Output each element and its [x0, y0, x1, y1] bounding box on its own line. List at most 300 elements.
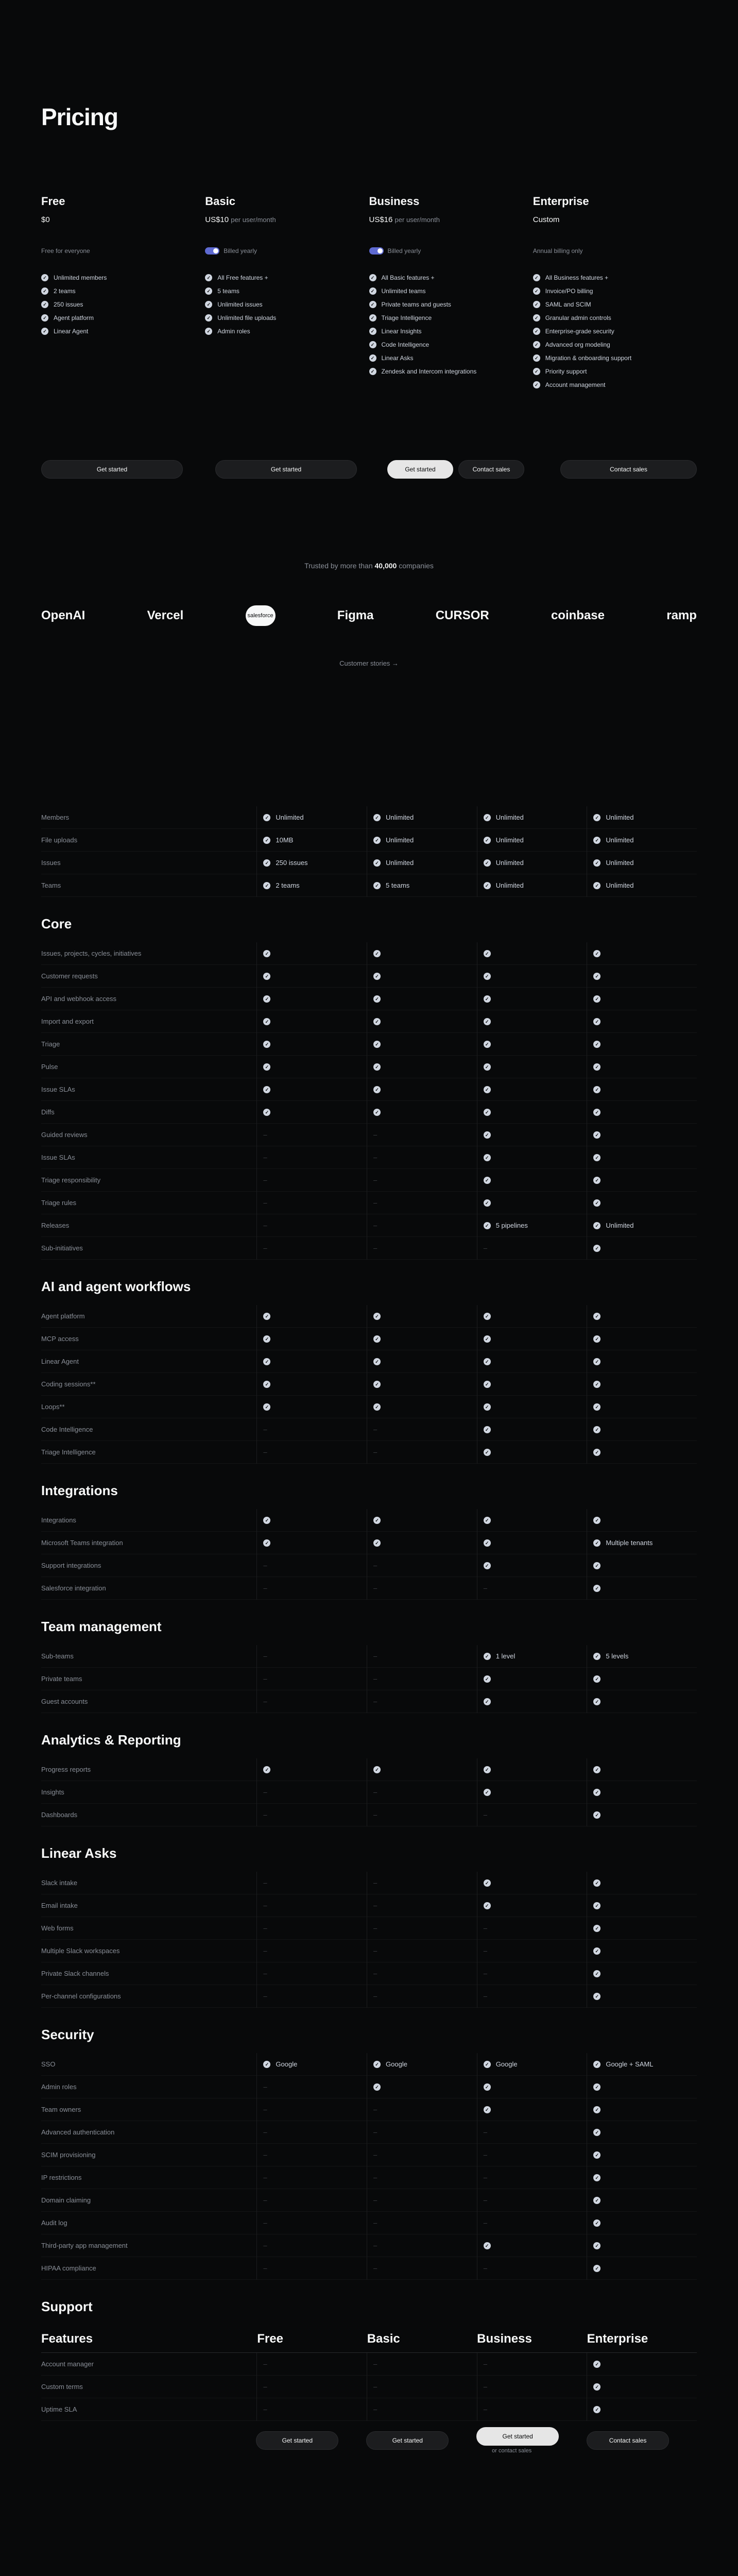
check-icon: ✓ [205, 314, 212, 321]
cell-value: Unlimited [495, 859, 524, 867]
row-label: Members [41, 814, 70, 821]
plan-note [205, 246, 356, 256]
cta-cell [587, 2431, 697, 2450]
table-cell [367, 1010, 477, 1033]
check-icon: ✓ [593, 1154, 600, 1161]
check-icon: ✓ [484, 1154, 491, 1161]
cell-value: Unlimited [386, 859, 414, 867]
plan-feature [369, 298, 521, 311]
table-cell [367, 1577, 477, 1600]
plan-feature [41, 311, 193, 325]
table-cell [587, 1010, 697, 1033]
dash-icon: – [373, 1811, 377, 1819]
check-icon: ✓ [484, 1041, 491, 1048]
table-row [41, 2144, 697, 2166]
cell-value: Google [276, 2060, 298, 2068]
table-cell [256, 1917, 367, 1940]
cell-value: Google + SAML [606, 2060, 654, 2068]
dash-icon: – [483, 1584, 487, 1592]
dash-icon: – [263, 1584, 267, 1592]
row-label: Triage Intelligence [41, 1448, 96, 1456]
check-icon: ✓ [593, 837, 600, 844]
table-cell [587, 1985, 697, 2008]
table-cell [256, 1373, 367, 1396]
table-cell [587, 1078, 697, 1101]
check-icon: ✓ [484, 1222, 491, 1229]
table-cell [367, 1917, 477, 1940]
check-icon: ✓ [533, 274, 540, 281]
table-cell [367, 1985, 477, 2008]
check-icon: ✓ [484, 2106, 491, 2113]
dash-icon: – [483, 2151, 487, 2159]
check-icon: ✓ [593, 1041, 600, 1048]
cell-value: 10MB [276, 836, 294, 844]
check-icon: ✓ [593, 2197, 600, 2204]
plan-note [533, 246, 684, 256]
row-label: Domain claiming [41, 2196, 91, 2204]
table-row [41, 1124, 697, 1146]
table-cell [477, 2353, 587, 2376]
table-cell [367, 1441, 477, 1464]
table-cell [587, 1509, 697, 1532]
table-cell [587, 1940, 697, 1962]
row-label: SSO [41, 2060, 56, 2068]
business-contact-sales-button[interactable]: Contact sales [458, 460, 524, 479]
trusted-by: Trusted by more than 40,000 companies [304, 562, 434, 570]
check-icon: ✓ [484, 1675, 491, 1683]
check-icon: ✓ [373, 1086, 381, 1093]
table-cell [587, 988, 697, 1010]
dash-icon: – [373, 1448, 377, 1456]
table-cell [256, 1146, 367, 1169]
check-icon: ✓ [484, 1313, 491, 1320]
table-row [41, 2121, 697, 2144]
check-icon: ✓ [484, 1381, 491, 1388]
table-cell [587, 2189, 697, 2212]
feature-label: Migration & onboarding support [545, 354, 632, 362]
table-cell [587, 1577, 697, 1600]
table-cell [256, 1124, 367, 1146]
table-cell [477, 1373, 587, 1396]
note-text: Free for everyone [41, 247, 90, 255]
price-sub: per user/month [231, 216, 276, 224]
check-icon: ✓ [484, 2083, 491, 2091]
check-icon: ✓ [373, 859, 381, 867]
check-icon: ✓ [369, 368, 376, 375]
cta-cell [476, 2427, 587, 2454]
cell-value: Unlimited [386, 836, 414, 844]
table-cell [367, 1962, 477, 1985]
table-row [41, 2234, 697, 2257]
dash-icon: – [373, 1222, 377, 1229]
dash-icon: – [483, 2360, 487, 2368]
plan-feature [369, 338, 521, 351]
dash-icon: – [483, 2174, 487, 2181]
dash-icon: – [373, 1879, 377, 1887]
bottom-cta-button[interactable]: Get started [366, 2431, 449, 2450]
check-icon: ✓ [593, 2106, 600, 2113]
dash-icon: – [373, 1675, 377, 1683]
row-label: Email intake [41, 1902, 78, 1909]
check-icon: ✓ [369, 341, 376, 348]
row-label: Releases [41, 1222, 70, 1229]
table-row [41, 1554, 697, 1577]
check-icon: ✓ [593, 1585, 600, 1592]
check-icon: ✓ [533, 328, 540, 335]
table-cell [256, 1940, 367, 1962]
table-row [41, 1758, 697, 1781]
check-icon: ✓ [593, 859, 600, 867]
bottom-cta-button[interactable]: Get started [476, 2427, 559, 2446]
dash-icon: – [483, 1924, 487, 1932]
check-icon: ✓ [263, 1381, 270, 1388]
table-cell [477, 1577, 587, 1600]
table-cell [367, 1509, 477, 1532]
check-icon: ✓ [593, 1562, 600, 1569]
plan-feature [205, 298, 356, 311]
table-cell [477, 2234, 587, 2257]
section-title: Team management [41, 1619, 162, 1634]
row-label: Support integrations [41, 1562, 101, 1569]
check-icon: ✓ [373, 1313, 381, 1320]
table-cell [367, 988, 477, 1010]
note-text: Billed yearly [387, 247, 421, 255]
check-icon: ✓ [263, 1018, 270, 1025]
check-icon: ✓ [484, 1879, 491, 1887]
dash-icon: – [263, 1675, 267, 1683]
check-icon: ✓ [373, 1517, 381, 1524]
dash-icon: – [263, 2174, 267, 2181]
table-row [41, 1237, 697, 1260]
dash-icon: – [263, 2128, 267, 2136]
cell-value: Unlimited [495, 882, 524, 889]
table-cell [367, 2212, 477, 2234]
check-icon: ✓ [41, 301, 48, 308]
table-row [41, 1373, 697, 1396]
row-label: Account manager [41, 2360, 94, 2368]
check-icon: ✓ [593, 1335, 600, 1343]
row-label: Diffs [41, 1108, 55, 1116]
dash-icon: – [263, 1222, 267, 1229]
check-icon: ✓ [205, 328, 212, 335]
table-row [41, 2053, 697, 2076]
table-row [41, 2353, 697, 2376]
check-icon: ✓ [373, 837, 381, 844]
check-icon: ✓ [593, 1381, 600, 1388]
section-title: Linear Asks [41, 1845, 117, 1861]
table-cell [256, 874, 367, 897]
table-row [41, 1396, 697, 1418]
check-icon: ✓ [484, 2061, 491, 2068]
table-cell [477, 1668, 587, 1690]
table-cell [587, 1033, 697, 1056]
enterprise-contact-sales-button[interactable]: Contact sales [560, 460, 697, 479]
table-cell [367, 1690, 477, 1713]
table-cell [587, 2098, 697, 2121]
dash-icon: – [373, 1902, 377, 1909]
dash-icon: – [483, 2196, 487, 2204]
table-cell [256, 1305, 367, 1328]
check-icon: ✓ [593, 1177, 600, 1184]
dash-icon: – [263, 1902, 267, 1909]
table-row [41, 874, 697, 897]
check-icon: ✓ [593, 2383, 600, 2391]
table-cell [587, 1758, 697, 1781]
check-icon: ✓ [593, 2406, 600, 2413]
dash-icon: – [483, 1947, 487, 1955]
check-icon: ✓ [263, 837, 270, 844]
dash-icon: – [263, 1131, 267, 1139]
check-icon: ✓ [593, 1993, 600, 2000]
section-title: Security [41, 2027, 94, 2042]
dash-icon: – [263, 1562, 267, 1569]
check-icon: ✓ [484, 1131, 491, 1139]
table-cell [367, 1169, 477, 1192]
table-cell [587, 1690, 697, 1713]
cell-value: Unlimited [606, 859, 634, 867]
plan-feature [533, 351, 684, 365]
dash-icon: – [263, 2242, 267, 2249]
table-cell [256, 1237, 367, 1260]
table-cell [587, 2353, 697, 2376]
check-icon: ✓ [263, 1063, 270, 1071]
row-label: Private Slack channels [41, 1970, 109, 1977]
table-row [41, 2189, 697, 2212]
row-label: Code Intelligence [41, 1426, 93, 1433]
cell-value: 5 teams [386, 882, 410, 889]
dash-icon: – [483, 2264, 487, 2272]
table-cell [477, 1532, 587, 1554]
table-cell [587, 852, 697, 874]
plan-card-business [369, 195, 533, 392]
ramp-logo: ramp [666, 608, 697, 622]
table-row [41, 1169, 697, 1192]
table-cell [587, 1214, 697, 1237]
plan-price [205, 215, 356, 225]
feature-label: All Business features + [545, 274, 609, 281]
dash-icon: – [373, 1199, 377, 1207]
check-icon: ✓ [484, 814, 491, 821]
table-cell [256, 2398, 367, 2421]
check-icon: ✓ [593, 2265, 600, 2272]
check-icon: ✓ [533, 301, 540, 308]
plan-price [533, 215, 684, 225]
table-cell [256, 2076, 367, 2098]
row-label: Progress reports [41, 1766, 91, 1773]
row-label: Guided reviews [41, 1131, 88, 1139]
table-cell [256, 806, 367, 829]
billing-toggle[interactable] [205, 247, 219, 255]
check-icon: ✓ [484, 1426, 491, 1433]
table-cell [256, 1645, 367, 1668]
table-cell [477, 1033, 587, 1056]
table-cell [367, 1237, 477, 1260]
check-icon: ✓ [593, 1539, 600, 1547]
table-cell [477, 965, 587, 988]
feature-label: Linear Asks [381, 354, 414, 362]
table-cell [256, 829, 367, 852]
bottom-cta-button[interactable]: Contact sales [587, 2431, 669, 2450]
table-cell [587, 1418, 697, 1441]
check-icon: ✓ [373, 814, 381, 821]
check-icon: ✓ [373, 995, 381, 1003]
check-icon: ✓ [205, 287, 212, 295]
table-cell [587, 1328, 697, 1350]
feature-label: Unlimited members [54, 274, 107, 281]
check-icon: ✓ [484, 1018, 491, 1025]
table-cell [256, 2234, 367, 2257]
feature-label: Admin roles [217, 328, 250, 335]
check-icon: ✓ [205, 301, 212, 308]
table-cell [256, 1010, 367, 1033]
check-icon: ✓ [369, 287, 376, 295]
note-text: Billed yearly [224, 247, 257, 255]
row-label: Slack intake [41, 1879, 78, 1887]
table-cell [367, 1101, 477, 1124]
table-cell [587, 806, 697, 829]
row-label: Dashboards [41, 1811, 78, 1819]
customer-stories-link[interactable]: Customer stories → [339, 659, 399, 667]
feature-label: Account management [545, 381, 606, 388]
section-title: Analytics & Reporting [41, 1732, 181, 1748]
table-cell [477, 2257, 587, 2280]
feature-label: Linear Insights [381, 328, 422, 335]
table-cell [477, 2376, 587, 2398]
table-cell [256, 1872, 367, 1894]
cell-value: Unlimited [386, 814, 414, 821]
check-icon: ✓ [373, 1041, 381, 1048]
check-icon: ✓ [593, 1698, 600, 1705]
table-cell [477, 1645, 587, 1668]
table-cell [587, 1169, 697, 1192]
bottom-cta-button[interactable]: Get started [256, 2431, 338, 2450]
row-label: HIPAA compliance [41, 2264, 96, 2272]
salesforce-logo: salesforce [246, 605, 276, 626]
row-label: Uptime SLA [41, 2405, 77, 2413]
table-cell [256, 1758, 367, 1781]
table-cell [477, 1985, 587, 2008]
plan-feature [533, 271, 684, 284]
check-icon: ✓ [373, 950, 381, 957]
table-cell [587, 1441, 697, 1464]
table-cell [587, 1237, 697, 1260]
plan-feature [205, 284, 356, 298]
table-cell [587, 1056, 697, 1078]
check-icon: ✓ [533, 341, 540, 348]
check-icon: ✓ [593, 2129, 600, 2136]
check-icon: ✓ [593, 1358, 600, 1365]
dash-icon: – [373, 1131, 377, 1139]
row-label: Private teams [41, 1675, 82, 1683]
table-cell [587, 829, 697, 852]
table-cell [367, 806, 477, 829]
row-label: Insights [41, 1788, 64, 1796]
dash-icon: – [373, 2405, 377, 2413]
table-cell [477, 2121, 587, 2144]
cell-value: Google [386, 2060, 407, 2068]
table-cell [477, 1917, 587, 1940]
table-cell [367, 2234, 477, 2257]
table-cell [367, 1396, 477, 1418]
table-cell [477, 1781, 587, 1804]
dash-icon: – [373, 1176, 377, 1184]
billing-toggle[interactable] [369, 247, 384, 255]
table-cell [256, 1804, 367, 1826]
table-cell [587, 1192, 697, 1214]
features-label: Features [41, 2331, 93, 2346]
table-cell [587, 1872, 697, 1894]
table-cell [256, 1418, 367, 1441]
basic-get-started-button[interactable]: Get started [215, 460, 357, 479]
check-icon: ✓ [205, 274, 212, 281]
business-get-started-button[interactable]: Get started [387, 460, 453, 479]
table-row [41, 2212, 697, 2234]
table-row [41, 1418, 697, 1441]
table-cell [256, 1781, 367, 1804]
table-cell [587, 2234, 697, 2257]
table-cell [256, 1056, 367, 1078]
row-label: Pulse [41, 1063, 58, 1071]
table-cell [477, 1962, 587, 1985]
plan-feature [205, 271, 356, 284]
dash-icon: – [483, 2128, 487, 2136]
table-row [41, 1804, 697, 1826]
table-cell [477, 829, 587, 852]
table-cell [256, 1985, 367, 2008]
table-row [41, 2376, 697, 2398]
check-icon: ✓ [484, 1789, 491, 1796]
dash-icon: – [263, 2405, 267, 2413]
table-cell [477, 2053, 587, 2076]
row-label: Integrations [41, 1516, 76, 1524]
table-row [41, 2398, 697, 2421]
dash-icon: – [263, 1879, 267, 1887]
plan-note [41, 246, 193, 256]
check-icon: ✓ [593, 1811, 600, 1819]
row-label: Issue SLAs [41, 1086, 75, 1093]
dash-icon: – [373, 2151, 377, 2159]
table-cell [477, 1169, 587, 1192]
row-label: Audit log [41, 2219, 67, 2227]
table-cell [256, 1078, 367, 1101]
row-label: Issues [41, 859, 61, 867]
table-cell [256, 1690, 367, 1713]
dash-icon: – [263, 2106, 267, 2113]
table-row [41, 988, 697, 1010]
feature-label: Zendesk and Intercom integrations [381, 368, 477, 375]
table-cell [367, 1781, 477, 1804]
table-cell [587, 1917, 697, 1940]
check-icon: ✓ [593, 1109, 600, 1116]
feature-label: 5 teams [217, 287, 239, 295]
row-label: Microsoft Teams integration [41, 1539, 123, 1547]
table-cell [256, 2376, 367, 2398]
check-icon: ✓ [533, 354, 540, 362]
contact-sales-link[interactable]: or contact sales [492, 2448, 532, 2454]
check-icon: ✓ [593, 1449, 600, 1456]
row-label: Advanced authentication [41, 2128, 115, 2136]
vercel-logo: Vercel [147, 608, 184, 622]
free-get-started-button[interactable]: Get started [41, 460, 183, 479]
check-icon: ✓ [263, 1358, 270, 1365]
table-cell [367, 1894, 477, 1917]
row-label: Admin roles [41, 2083, 77, 2091]
table-cell [477, 2212, 587, 2234]
table-cell [477, 942, 587, 965]
check-icon: ✓ [533, 314, 540, 321]
table-row [41, 1962, 697, 1985]
check-icon: ✓ [593, 1245, 600, 1252]
